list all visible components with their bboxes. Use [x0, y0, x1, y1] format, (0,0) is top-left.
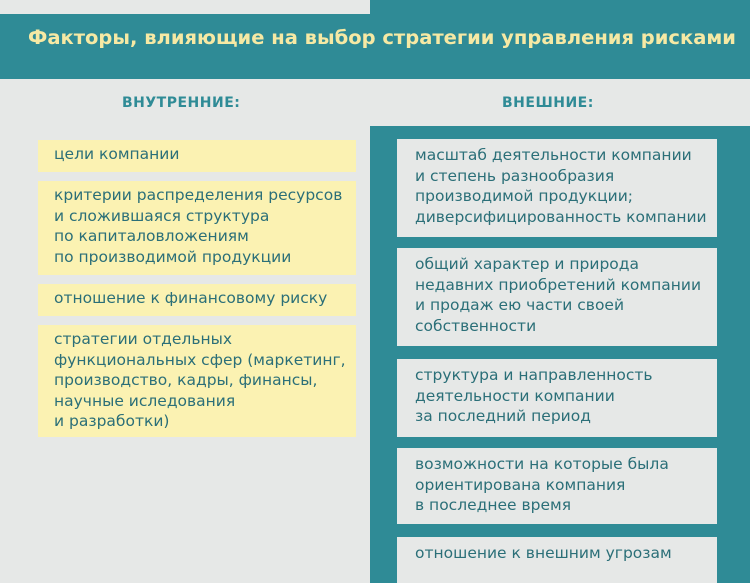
external-heading: ВНЕШНИЕ: — [502, 95, 594, 111]
internal-factor-box: стратегии отдельных функциональных сфер (маркетинг, производство, кадры, финансы, научные иследования и разработки) — [38, 325, 356, 437]
internal-factor-box: критерии распределения ресурсов и сложившаяся структура по капиталовложениям по производимой продукции — [38, 181, 356, 275]
diagram-title: Факторы, влияющие на выбор стратегии управления рисками — [28, 26, 736, 49]
external-factor-box: отношение к внешним угрозам — [397, 537, 717, 583]
external-factor-box: общий характер и природа недавних приобретений компании и продаж ею части своей собственности — [397, 248, 717, 346]
internal-factor-box: цели компании — [38, 140, 356, 172]
external-factor-box: возможности на которые была ориентирована компания в последнее время — [397, 448, 717, 524]
external-factor-box: структура и направленность деятельности компании за последний период — [397, 359, 717, 437]
banner-notch — [0, 0, 370, 14]
internal-heading: ВНУТРЕННИЕ: — [122, 95, 241, 111]
internal-factor-box: отношение к финансовому риску — [38, 284, 356, 316]
external-factor-box: масштаб деятельности компании и степень разнообразия производимой продукции; диверсифицированность компании — [397, 139, 717, 237]
